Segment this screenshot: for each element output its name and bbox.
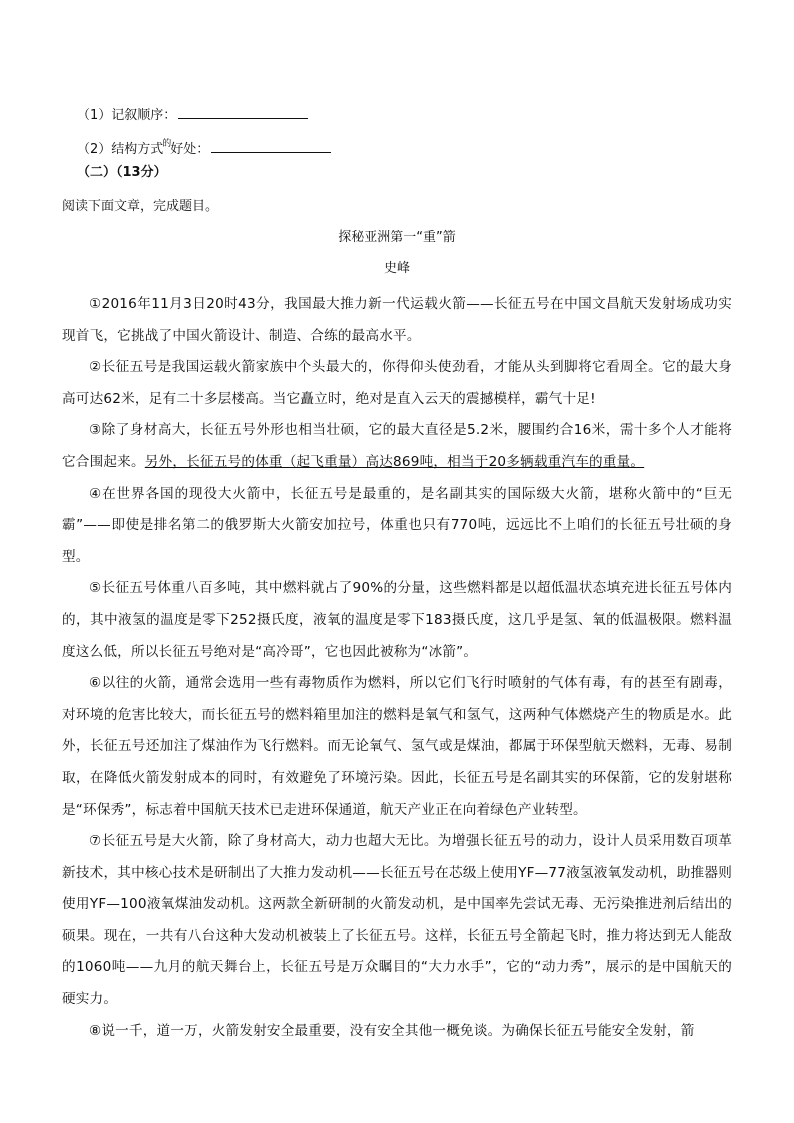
paragraph-1: ①2016年11月3日20时43分，我国最大推力新一代运载火箭——长征五号在中国文昌航天发射场成功实现首飞，它挑战了中国火箭设计、制造、合练的最高水平。 [62,296,732,344]
question-1 [77,104,308,125]
paragraph-5: ⑤长征五号体重八百多吨，其中燃料就占了90%的分量，这些燃料都是以超低温状态填充进长征五号体内的，其中液氢的温度是零下252摄氏度，液氧的温度是零下183摄氏度，这几乎是氢、氧的低温极限。燃料温度这么低，所以长征五号绝对是“高冷哥”，它也因此被称为“冰箭”。 [62,580,732,660]
question-2-label-b: 好处： [170,142,210,157]
paragraph-8: ⑧说一千，道一万，火箭发射安全最重要，没有安全其他一概免谈。为确保长征五号能安全发射，箭 [89,1022,695,1039]
paragraph-7: ⑦长征五号是大火箭，除了身材高大，动力也超大无比。为增强长征五号的动力，设计人员采用数百项革新技术，其中核心技术是研制出了大推力发动机——长征五号在芯级上使用YF—77液氢液氧发动机，助推器则使用YF—100液氧煤油发动机。这两款全新研制的火箭发动机，是中国率先尝试无毒、无污染推进剂后结出的硕果。现在，一共有八台这种大发动机被装上了长征五号。这样，长征五号全箭起飞时，推力将达到无人能敌的1060吨——九月的航天舞台上，长征五号是万众瞩目的“大力水手”，它的“动力秀”，展示的是中国航天的硬实力。 [62,833,732,1008]
question-2-superscript: 的 [162,139,172,149]
paragraph-6: ⑥以往的火箭，通常会选用一些有毒物质作为燃料，所以它们飞行时喷射的气体有毒，有的甚至有剧毒，对环境的危害比较大，而长征五号的燃料箱里加注的燃料是氧气和氢气，这两种气体燃烧产生的物质是水。此外，长征五号还加注了煤油作为飞行燃料。而无论氧气、氢气或是煤油，都属于环保型航天燃料，无毒、易制取，在降低火箭发射成本的同时，有效避免了环境污染。因此，长征五号是名副其实的环保箭，它的发射堪称是“环保秀”，标志着中国航天技术已走进环保通道，航天产业正在向着绿色产业转型。 [62,675,732,818]
paragraph-3 [62,415,732,478]
question-2-label-a: （2）结构方式 [77,142,164,157]
paragraph-3-text: ③除了身材高大，长征五号外形也相当壮硕，它的最大直径是5.2米，腰围约合16米，需十多个人才能将它合围起来。 [62,422,732,470]
article-title: 探秘亚洲第一“重”箭 [338,230,456,245]
section-instruction: 阅读下面文章，完成题目。 [62,199,219,214]
paragraph-3-underlined: 另外，长征五号的体重（起飞重量）高达869吨，相当于20多辆载重汽车的重量。 [144,453,645,470]
article-body [62,289,732,1047]
article-author: 史峰 [383,261,410,276]
question-1-label: （1）记叙顺序： [77,108,177,123]
section-heading: （二）（13分） [77,165,167,180]
question-2 [77,138,331,160]
answer-blank-1[interactable] [178,104,308,119]
paragraph-2: ②长征五号是我国运载火箭家族中个头最大的，你得仰头使劲看，才能从头到脚将它看周全。它的最大身高可达62米，足有二十多层楼高。当它矗立时，绝对是直入云天的震撼模样，霸气十足! [62,359,732,407]
paragraph-4: ④在世界各国的现役大火箭中，长征五号是最重的，是名副其实的国际级大火箭，堪称火箭中的“巨无霸”——即使是排名第二的俄罗斯大火箭安加拉号，体重也只有770吨，远远比不上咱们的长征五号壮硕的身型。 [62,485,732,565]
answer-blank-2[interactable] [211,138,331,153]
